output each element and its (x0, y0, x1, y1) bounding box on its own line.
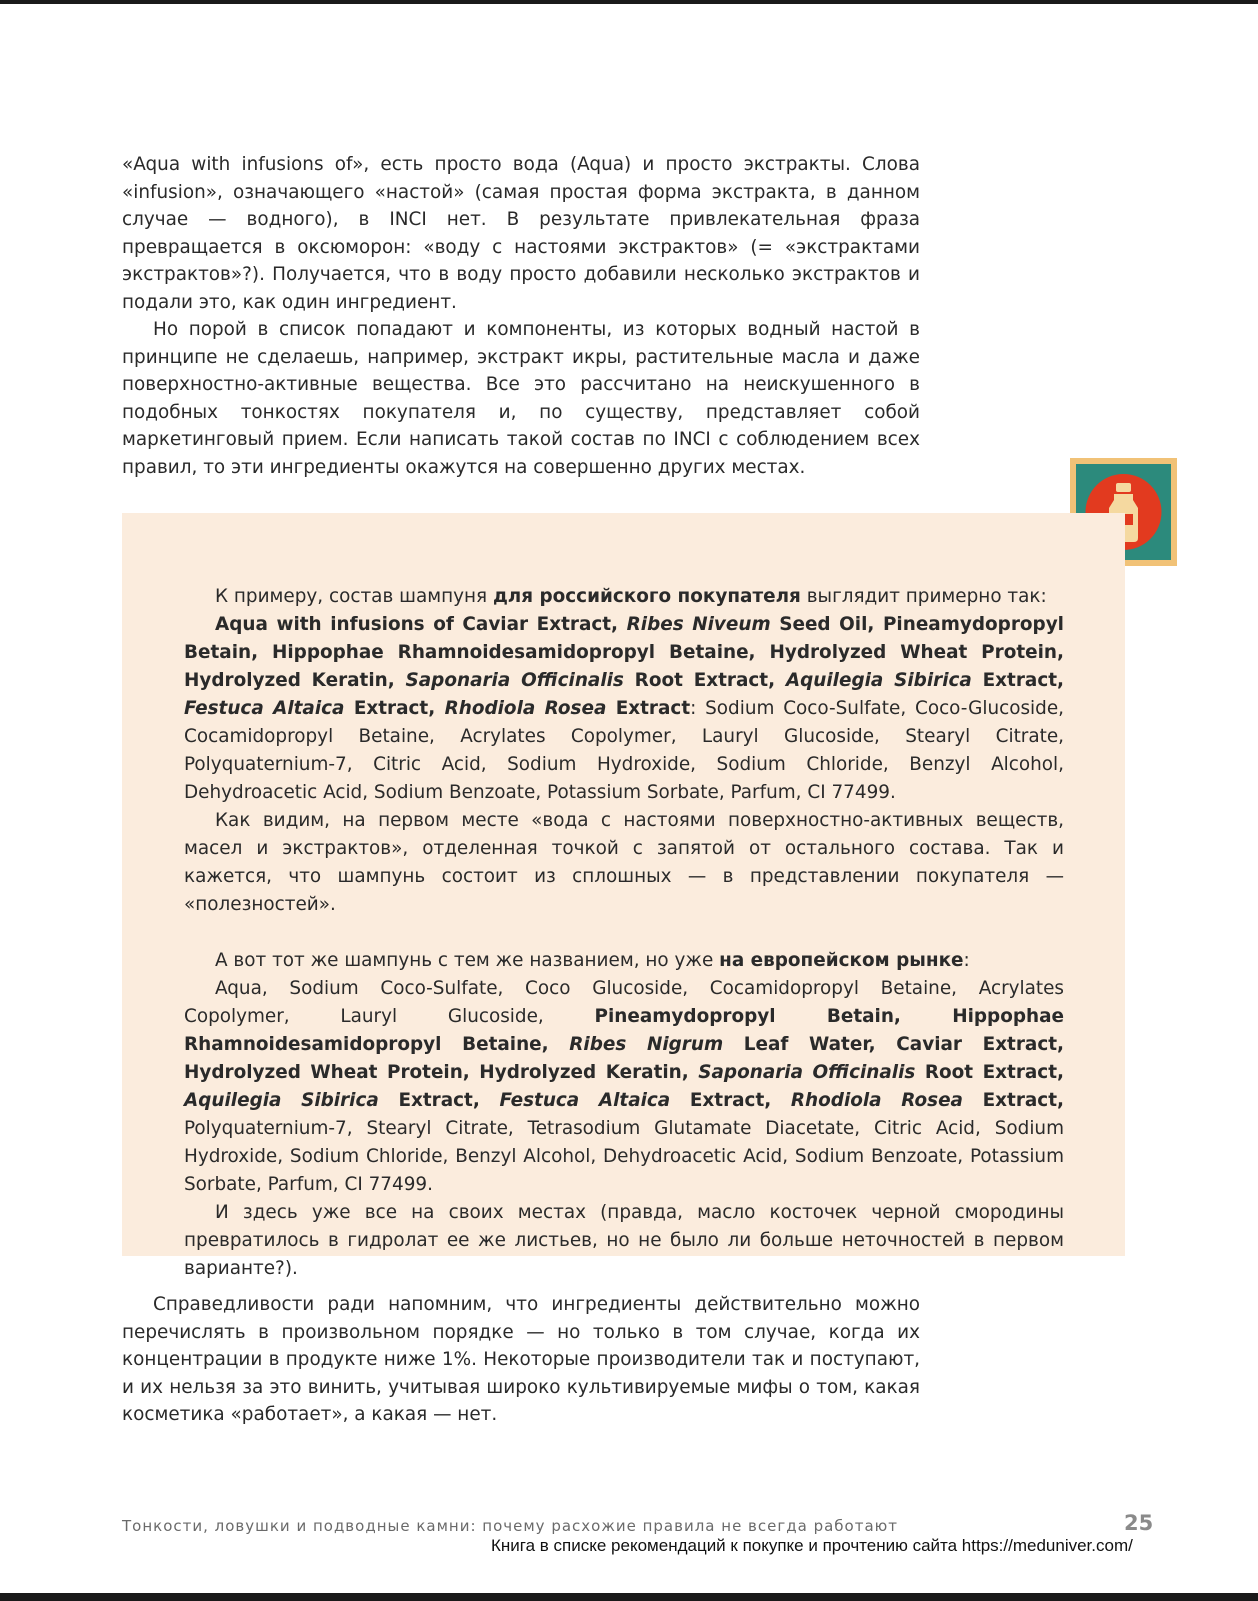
example-callout-text (184, 583, 1064, 1283)
paragraph-gap (184, 919, 1064, 947)
intro-text (122, 151, 920, 481)
page-number: 25 (1124, 1511, 1154, 1535)
russian-ingredient-list: Aqua with infusions of Caviar Extract, Ribes Niveum Seed Oil, Pineamydopropyl Betain, Hippophae Rhamnoidesamidopropyl Betaine, Hydrolyzed Wheat Protein, Hydrolyzed Keratin, Saponaria Officinalis Root Extract, Aquilegia Sibirica Extract, Festuca Altaica Extract, Rhodiola Rosea Extract: Sodium Coco-Sulfate, Coco-Glucoside, Cocamidopropyl Betaine, Acrylates Copolymer, Lauryl Glucoside, Stearyl Citrate, Polyquaternium-7, Citric Acid, Sodium Hydroxide, Sodium Chloride, Benzyl Alcohol, Dehydroacetic Acid, Sodium Benzoate, Potassium Sorbate, Parfum, CI 77499. (184, 614, 1064, 803)
russian-example-lead: К примеру, состав шампуня для российского покупателя выглядит примерно так: (215, 586, 1047, 607)
closing-text (122, 1291, 920, 1429)
european-example-lead: А вот тот же шампунь с тем же названием, но уже на европейском рынке: (215, 950, 970, 971)
example-callout-box (122, 513, 1125, 1279)
bottom-border (0, 1593, 1258, 1601)
closing-paragraph: Справедливости ради напомним, что ингредиенты действительно можно перечислять в произвольном порядке — но только в том случае, когда их концентрации в продукте ниже 1%. Некоторые производители так и поступают, и их нельзя за это винить, учитывая широко культивируемые мифы о том, какая косметика «работает», а какая — нет. (122, 1294, 920, 1425)
bottle-cap (1116, 483, 1131, 492)
intro-paragraph-2: Но порой в список попадают и компоненты, из которых водный настой в принципе не сделаешь, например, экстракт икры, растительные масла и даже поверхностно-активные вещества. Все это рассчитано на неискушенного в подобных тонкостях покупателя и, по существу, представляет собой маркетинговый прием. Если написать такой состав по INCI с соблюдением всех правил, то эти ингредиенты окажутся на совершенно других местах. (122, 319, 920, 478)
running-title: Тонкости, ловушки и подводные камни: почему расхожие правила не всегда работают (122, 1517, 899, 1535)
top-border (0, 0, 1258, 4)
intro-paragraph-1: «Aqua with infusions of», есть просто вода (Aqua) и просто экстракты. Слова «infusion», означающего «настой» (самая простая форма экстракта, в данном случае — водного), в INCI нет. В результате привлекательная фраза превращается в оксюморон: «воду с настоями экстрактов» (= «экстрактами экстрактов»?). Получается, что в воду просто добавили несколько экстрактов и подали это, как один ингредиент. (122, 154, 920, 313)
russian-example-comment: Как видим, на первом месте «вода с настоями поверхностно-активных веществ, масел и экстрактов», отделенная точкой с запятой от остального состава. Так и кажется, что шампунь состоит из сплошных — в представлении покупателя — «полезностей». (184, 810, 1064, 915)
site-watermark: Книга в списке рекомендаций к покупке и прочтению сайта https://meduniver.com/ (491, 1536, 1133, 1555)
european-ingredient-list: Aqua, Sodium Coco-Sulfate, Coco Glucoside, Cocamidopropyl Betaine, Acrylates Copolymer, Lauryl Glucoside, Pineamydopropyl Betain, Hippophae Rhamnoidesamidopropyl Betaine, Ribes Nigrum Leaf Water, Caviar Extract, Hydrolyzed Wheat Protein, Hydrolyzed Keratin, Saponaria Officinalis Root Extract, Aquilegia Sibirica Extract, Festuca Altaica Extract, Rhodiola Rosea Extract, Polyquaternium-7, Stearyl Citrate, Tetrasodium Glutamate Diacetate, Citric Acid, Sodium Hydroxide, Sodium Chloride, Benzyl Alcohol, Dehydroacetic Acid, Sodium Benzoate, Potassium Sorbate, Parfum, CI 77499. (184, 978, 1064, 1195)
european-example-comment: И здесь уже все на своих местах (правда, масло косточек черной смородины превратилось в гидролат ее же листьев, но не было ли больше неточностей в первом варианте?). (184, 1202, 1064, 1279)
